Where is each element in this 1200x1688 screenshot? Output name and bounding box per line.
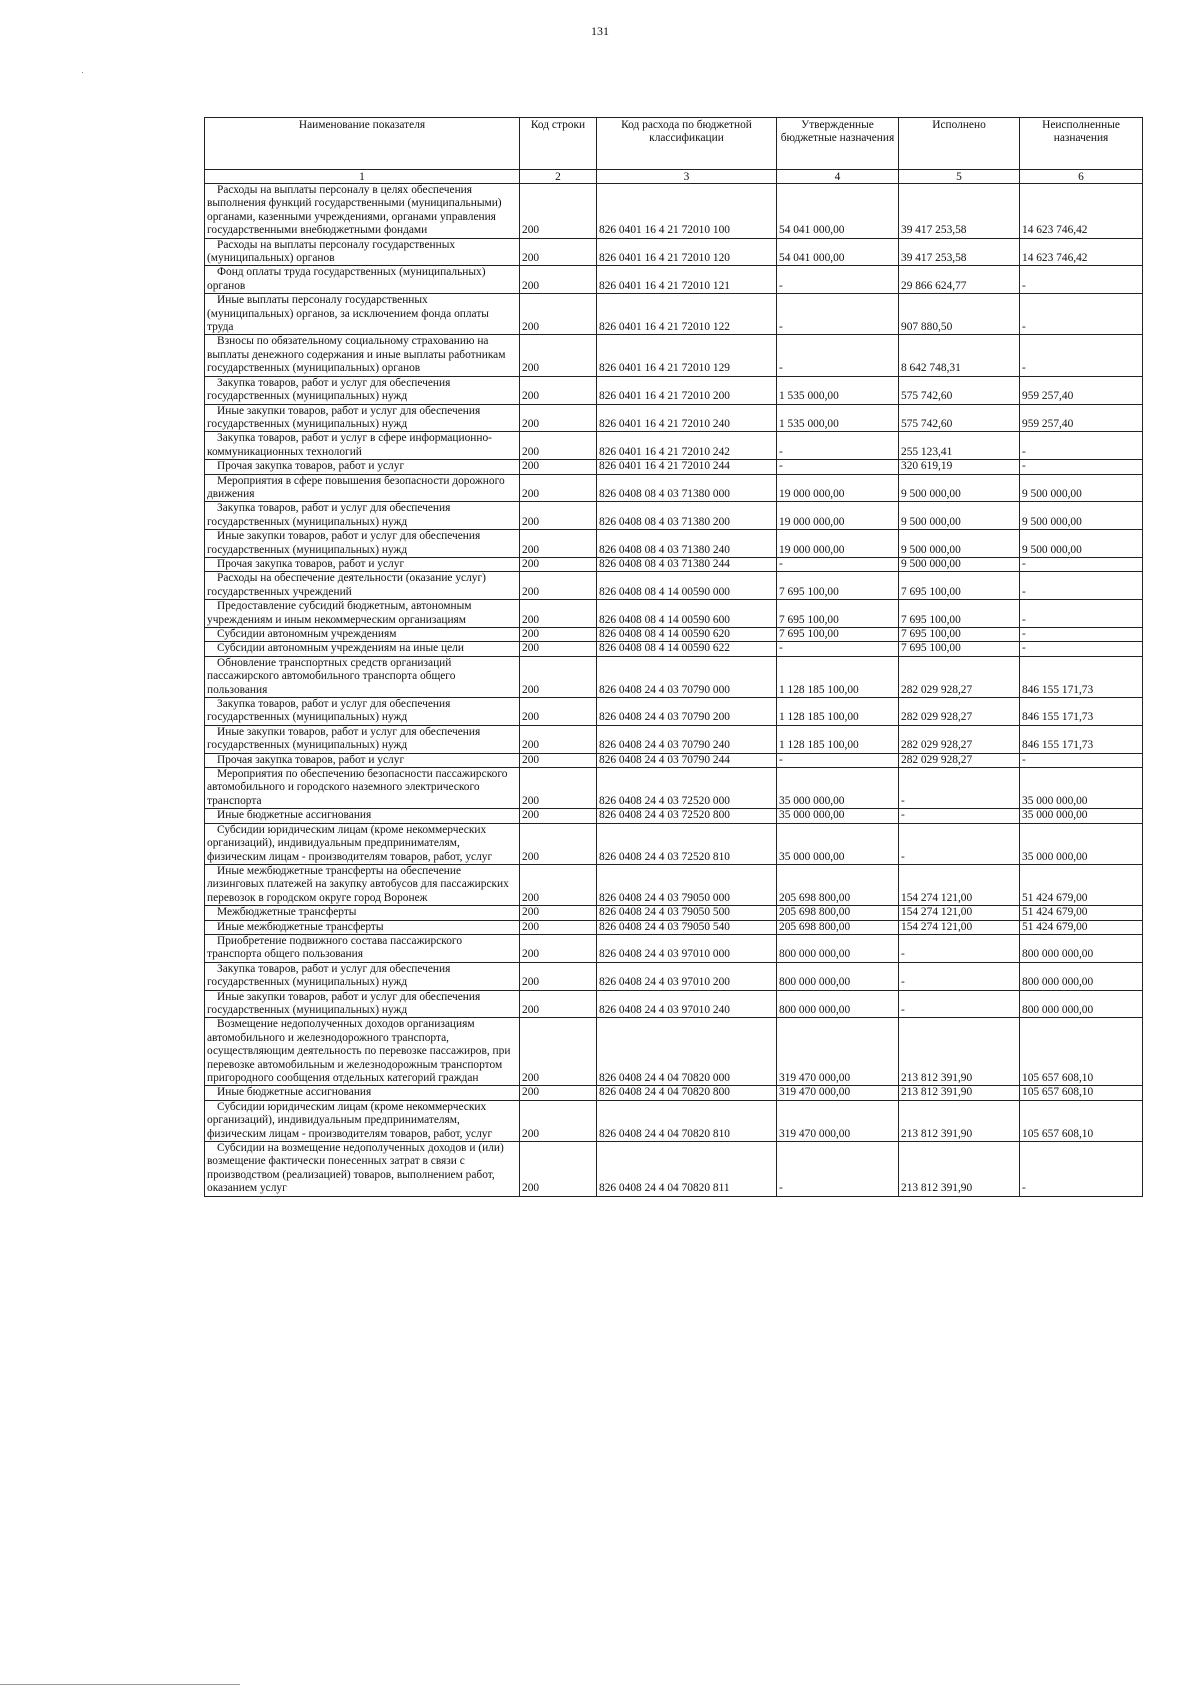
cell-approved: 7 695 100,00: [777, 600, 899, 628]
cell-executed: 7 695 100,00: [899, 572, 1020, 600]
cell-executed: 213 812 391,90: [899, 1086, 1020, 1100]
cell-line-code: 200: [520, 642, 597, 656]
table-row: [205, 906, 1143, 920]
cell-line-code: 200: [520, 628, 597, 642]
cell-unexecuted: 35 000 000,00: [1020, 768, 1143, 809]
cell-line-code: 200: [520, 698, 597, 726]
table-row: [205, 238, 1143, 266]
table-row: [205, 474, 1143, 502]
cell-budget-code: 826 0408 08 4 14 00590 000: [597, 572, 777, 600]
table-body: [205, 184, 1143, 1197]
cell-indicator-name: Субсидии юридическим лицам (кроме некоммерческих организаций), индивидуальным предпринимателям, физическим лицам - производителям товаров, работ, услуг: [205, 1100, 520, 1141]
cell-line-code: 200: [520, 557, 597, 571]
cell-approved: -: [777, 266, 899, 294]
cell-approved: 7 695 100,00: [777, 572, 899, 600]
table-row: [205, 502, 1143, 530]
cell-indicator-name: Прочая закупка товаров, работ и услуг: [205, 557, 520, 571]
cell-budget-code: 826 0408 24 4 03 70790 240: [597, 725, 777, 753]
cell-unexecuted: -: [1020, 600, 1143, 628]
cell-indicator-name: Закупка товаров, работ и услуг в сфере информационно-коммуникационных технологий: [205, 432, 520, 460]
cell-budget-code: 826 0408 08 4 03 71380 240: [597, 530, 777, 558]
cell-line-code: 200: [520, 768, 597, 809]
cell-indicator-name: Прочая закупка товаров, работ и услуг: [205, 460, 520, 474]
table-row: [205, 1100, 1143, 1141]
cell-executed: 575 742,60: [899, 404, 1020, 432]
cell-unexecuted: -: [1020, 1142, 1143, 1197]
cell-unexecuted: 959 257,40: [1020, 404, 1143, 432]
table-row: [205, 404, 1143, 432]
table-row: [205, 656, 1143, 697]
cell-unexecuted: -: [1020, 557, 1143, 571]
cell-unexecuted: -: [1020, 335, 1143, 376]
cell-unexecuted: -: [1020, 572, 1143, 600]
cell-approved: 1 535 000,00: [777, 404, 899, 432]
cell-budget-code: 826 0408 08 4 03 71380 244: [597, 557, 777, 571]
cell-unexecuted: 35 000 000,00: [1020, 809, 1143, 823]
cell-executed: 282 029 928,27: [899, 698, 1020, 726]
cell-indicator-name: Иные выплаты персоналу государственных (муниципальных) органов, за исключением фонда оплаты труда: [205, 294, 520, 335]
cell-approved: 54 041 000,00: [777, 184, 899, 239]
cell-approved: 800 000 000,00: [777, 962, 899, 990]
cell-unexecuted: 959 257,40: [1020, 376, 1143, 404]
cell-budget-code: 826 0408 24 4 03 97010 000: [597, 934, 777, 962]
cell-budget-code: 826 0408 24 4 04 70820 800: [597, 1086, 777, 1100]
cell-executed: 320 619,19: [899, 460, 1020, 474]
table-row: [205, 934, 1143, 962]
table-row: [205, 335, 1143, 376]
cell-approved: 7 695 100,00: [777, 628, 899, 642]
cell-line-code: 200: [520, 530, 597, 558]
cell-budget-code: 826 0408 08 4 03 71380 200: [597, 502, 777, 530]
cell-budget-code: 826 0401 16 4 21 72010 240: [597, 404, 777, 432]
cell-line-code: 200: [520, 962, 597, 990]
table-row: [205, 572, 1143, 600]
cell-budget-code: 826 0408 24 4 03 70790 000: [597, 656, 777, 697]
cell-budget-code: 826 0408 24 4 03 97010 200: [597, 962, 777, 990]
table-row: [205, 864, 1143, 905]
table-row: [205, 920, 1143, 934]
cell-indicator-name: Субсидии юридическим лицам (кроме некоммерческих организаций), индивидуальным предпринимателям, физическим лицам - производителям товаров, работ, услуг: [205, 823, 520, 864]
table-row: [205, 530, 1143, 558]
cell-unexecuted: -: [1020, 628, 1143, 642]
table-row: [205, 990, 1143, 1018]
column-number-row: [205, 170, 1143, 184]
cell-indicator-name: Закупка товаров, работ и услуг для обеспечения государственных (муниципальных) нужд: [205, 698, 520, 726]
cell-indicator-name: Взносы по обязательному социальному страхованию на выплаты денежного содержания и иные выплаты работникам государственных (муниципальных) органов: [205, 335, 520, 376]
cell-executed: 213 812 391,90: [899, 1100, 1020, 1141]
cell-unexecuted: -: [1020, 266, 1143, 294]
cell-line-code: 200: [520, 823, 597, 864]
cell-line-code: 200: [520, 572, 597, 600]
cell-executed: 154 274 121,00: [899, 920, 1020, 934]
table-row: [205, 1018, 1143, 1086]
cell-budget-code: 826 0408 24 4 03 70790 200: [597, 698, 777, 726]
cell-executed: -: [899, 990, 1020, 1018]
cell-indicator-name: Закупка товаров, работ и услуг для обеспечения государственных (муниципальных) нужд: [205, 962, 520, 990]
cell-line-code: 200: [520, 266, 597, 294]
cell-executed: 575 742,60: [899, 376, 1020, 404]
cell-executed: 9 500 000,00: [899, 474, 1020, 502]
column-number: 6: [1020, 170, 1143, 184]
table-row: [205, 823, 1143, 864]
cell-budget-code: 826 0408 08 4 14 00590 600: [597, 600, 777, 628]
cell-executed: 29 866 624,77: [899, 266, 1020, 294]
cell-executed: 9 500 000,00: [899, 557, 1020, 571]
cell-line-code: 200: [520, 1018, 597, 1086]
table-row: [205, 432, 1143, 460]
cell-executed: -: [899, 934, 1020, 962]
cell-indicator-name: Мероприятия в сфере повышения безопасности дорожного движения: [205, 474, 520, 502]
cell-budget-code: 826 0408 24 4 03 97010 240: [597, 990, 777, 1018]
column-number: 5: [899, 170, 1020, 184]
cell-indicator-name: Иные закупки товаров, работ и услуг для обеспечения государственных (муниципальных) нужд: [205, 990, 520, 1018]
cell-line-code: 200: [520, 294, 597, 335]
cell-indicator-name: Приобретение подвижного состава пассажирского транспорта общего пользования: [205, 934, 520, 962]
cell-line-code: 200: [520, 1100, 597, 1141]
cell-approved: 1 128 185 100,00: [777, 656, 899, 697]
cell-unexecuted: 105 657 608,10: [1020, 1086, 1143, 1100]
cell-line-code: 200: [520, 335, 597, 376]
cell-line-code: 200: [520, 906, 597, 920]
table-row: [205, 376, 1143, 404]
cell-unexecuted: 9 500 000,00: [1020, 474, 1143, 502]
table-row: [205, 184, 1143, 239]
cell-approved: -: [777, 294, 899, 335]
cell-budget-code: 826 0401 16 4 21 72010 100: [597, 184, 777, 239]
cell-unexecuted: 846 155 171,73: [1020, 698, 1143, 726]
cell-line-code: 200: [520, 376, 597, 404]
cell-line-code: 200: [520, 184, 597, 239]
cell-budget-code: 826 0401 16 4 21 72010 200: [597, 376, 777, 404]
cell-unexecuted: -: [1020, 642, 1143, 656]
table-row: [205, 768, 1143, 809]
cell-unexecuted: 846 155 171,73: [1020, 656, 1143, 697]
cell-line-code: 200: [520, 656, 597, 697]
table-row: [205, 266, 1143, 294]
cell-executed: 255 123,41: [899, 432, 1020, 460]
table-row: [205, 294, 1143, 335]
cell-budget-code: 826 0401 16 4 21 72010 244: [597, 460, 777, 474]
table-row: [205, 460, 1143, 474]
cell-line-code: 200: [520, 460, 597, 474]
cell-indicator-name: Субсидии автономным учреждениям на иные цели: [205, 642, 520, 656]
cell-budget-code: 826 0408 24 4 03 79050 500: [597, 906, 777, 920]
cell-line-code: 200: [520, 1142, 597, 1197]
table-header: [205, 118, 1143, 184]
cell-approved: -: [777, 432, 899, 460]
cell-approved: 800 000 000,00: [777, 934, 899, 962]
cell-indicator-name: Иные закупки товаров, работ и услуг для обеспечения государственных (муниципальных) нужд: [205, 530, 520, 558]
column-number: 2: [520, 170, 597, 184]
cell-executed: 154 274 121,00: [899, 864, 1020, 905]
cell-approved: 35 000 000,00: [777, 768, 899, 809]
cell-line-code: 200: [520, 1086, 597, 1100]
cell-unexecuted: 35 000 000,00: [1020, 823, 1143, 864]
cell-budget-code: 826 0408 24 4 03 72520 000: [597, 768, 777, 809]
cell-approved: 19 000 000,00: [777, 474, 899, 502]
cell-unexecuted: -: [1020, 753, 1143, 767]
column-number: 4: [777, 170, 899, 184]
cell-indicator-name: Иные закупки товаров, работ и услуг для обеспечения государственных (муниципальных) нужд: [205, 725, 520, 753]
cell-approved: 35 000 000,00: [777, 823, 899, 864]
cell-line-code: 200: [520, 502, 597, 530]
cell-indicator-name: Фонд оплаты труда государственных (муниципальных) органов: [205, 266, 520, 294]
header-indicator-name: Наименование показателя: [205, 118, 520, 170]
cell-unexecuted: 14 623 746,42: [1020, 238, 1143, 266]
cell-approved: 1 535 000,00: [777, 376, 899, 404]
column-number: 3: [597, 170, 777, 184]
header-executed: Исполнено: [899, 118, 1020, 170]
cell-indicator-name: Закупка товаров, работ и услуг для обеспечения государственных (муниципальных) нужд: [205, 502, 520, 530]
cell-indicator-name: Прочая закупка товаров, работ и услуг: [205, 753, 520, 767]
cell-approved: 35 000 000,00: [777, 809, 899, 823]
cell-budget-code: 826 0408 08 4 03 71380 000: [597, 474, 777, 502]
cell-executed: 282 029 928,27: [899, 753, 1020, 767]
cell-budget-code: 826 0408 08 4 14 00590 620: [597, 628, 777, 642]
cell-indicator-name: Мероприятия по обеспечению безопасности пассажирского автомобильного и городского наземного электрического транспорта: [205, 768, 520, 809]
page-number: 131: [591, 24, 609, 38]
cell-budget-code: 826 0401 16 4 21 72010 122: [597, 294, 777, 335]
cell-executed: 282 029 928,27: [899, 656, 1020, 697]
cell-approved: 319 470 000,00: [777, 1018, 899, 1086]
cell-indicator-name: Предоставление субсидий бюджетным, автономным учреждениям и иным некоммерческим организациям: [205, 600, 520, 628]
scan-edge-line: [0, 1684, 240, 1685]
cell-line-code: 200: [520, 600, 597, 628]
cell-line-code: 200: [520, 238, 597, 266]
table-row: [205, 1142, 1143, 1197]
cell-indicator-name: Возмещение недополученных доходов организациям автомобильного и железнодорожного транспорта, осуществляющим деятельность по перевозке пассажиров, при перевозке автомобильным и железнодорожным транспортом пригородного сообщения отдельных категорий граждан: [205, 1018, 520, 1086]
cell-approved: 205 698 800,00: [777, 864, 899, 905]
cell-unexecuted: 51 424 679,00: [1020, 906, 1143, 920]
cell-executed: 7 695 100,00: [899, 628, 1020, 642]
cell-approved: -: [777, 1142, 899, 1197]
cell-line-code: 200: [520, 864, 597, 905]
cell-executed: -: [899, 823, 1020, 864]
table-row: [205, 1086, 1143, 1100]
cell-executed: 39 417 253,58: [899, 238, 1020, 266]
cell-line-code: 200: [520, 725, 597, 753]
table-row: [205, 628, 1143, 642]
cell-indicator-name: Расходы на обеспечение деятельности (оказание услуг) государственных учреждений: [205, 572, 520, 600]
table-row: [205, 753, 1143, 767]
table-row: [205, 962, 1143, 990]
scan-speck: [82, 72, 83, 73]
cell-unexecuted: 105 657 608,10: [1020, 1018, 1143, 1086]
cell-line-code: 200: [520, 404, 597, 432]
cell-approved: 205 698 800,00: [777, 920, 899, 934]
cell-executed: 7 695 100,00: [899, 600, 1020, 628]
cell-approved: 205 698 800,00: [777, 906, 899, 920]
header-budget-code: Код расхода по бюджетной классификации: [597, 118, 777, 170]
cell-approved: -: [777, 557, 899, 571]
cell-budget-code: 826 0408 24 4 04 70820 810: [597, 1100, 777, 1141]
cell-budget-code: 826 0408 08 4 14 00590 622: [597, 642, 777, 656]
cell-line-code: 200: [520, 753, 597, 767]
cell-budget-code: 826 0408 24 4 03 70790 244: [597, 753, 777, 767]
cell-executed: 154 274 121,00: [899, 906, 1020, 920]
header-row: [205, 118, 1143, 170]
header-approved: Утвержденные бюджетные назначения: [777, 118, 899, 170]
cell-indicator-name: Закупка товаров, работ и услуг для обеспечения государственных (муниципальных) нужд: [205, 376, 520, 404]
cell-approved: -: [777, 753, 899, 767]
cell-indicator-name: Расходы на выплаты персоналу государственных (муниципальных) органов: [205, 238, 520, 266]
cell-budget-code: 826 0408 24 4 03 72520 800: [597, 809, 777, 823]
cell-indicator-name: Иные закупки товаров, работ и услуг для обеспечения государственных (муниципальных) нужд: [205, 404, 520, 432]
table-row: [205, 557, 1143, 571]
cell-budget-code: 826 0401 16 4 21 72010 242: [597, 432, 777, 460]
table-row: [205, 725, 1143, 753]
cell-executed: 213 812 391,90: [899, 1142, 1020, 1197]
cell-executed: 39 417 253,58: [899, 184, 1020, 239]
cell-budget-code: 826 0408 24 4 03 72520 810: [597, 823, 777, 864]
table-row: [205, 809, 1143, 823]
cell-approved: 54 041 000,00: [777, 238, 899, 266]
cell-unexecuted: 14 623 746,42: [1020, 184, 1143, 239]
cell-approved: 319 470 000,00: [777, 1100, 899, 1141]
cell-line-code: 200: [520, 934, 597, 962]
cell-executed: -: [899, 962, 1020, 990]
cell-executed: -: [899, 768, 1020, 809]
cell-unexecuted: 9 500 000,00: [1020, 530, 1143, 558]
cell-approved: 1 128 185 100,00: [777, 698, 899, 726]
header-line-code: Код строки: [520, 118, 597, 170]
cell-executed: 213 812 391,90: [899, 1018, 1020, 1086]
cell-approved: -: [777, 335, 899, 376]
table-row: [205, 600, 1143, 628]
cell-approved: -: [777, 642, 899, 656]
cell-budget-code: 826 0401 16 4 21 72010 129: [597, 335, 777, 376]
cell-indicator-name: Расходы на выплаты персоналу в целях обеспечения выполнения функций государственными (муниципальными) органами, казенными учреждениями, органами управления государственными внебюджетными фондами: [205, 184, 520, 239]
cell-budget-code: 826 0408 24 4 03 79050 540: [597, 920, 777, 934]
cell-approved: 19 000 000,00: [777, 530, 899, 558]
cell-line-code: 200: [520, 474, 597, 502]
cell-indicator-name: Иные бюджетные ассигнования: [205, 809, 520, 823]
cell-unexecuted: 800 000 000,00: [1020, 990, 1143, 1018]
budget-execution-table: [204, 117, 1143, 1197]
cell-indicator-name: Иные бюджетные ассигнования: [205, 1086, 520, 1100]
cell-budget-code: 826 0401 16 4 21 72010 120: [597, 238, 777, 266]
cell-approved: 19 000 000,00: [777, 502, 899, 530]
cell-line-code: 200: [520, 432, 597, 460]
cell-approved: 1 128 185 100,00: [777, 725, 899, 753]
cell-unexecuted: 51 424 679,00: [1020, 864, 1143, 905]
cell-indicator-name: Межбюджетные трансферты: [205, 906, 520, 920]
cell-budget-code: 826 0408 24 4 04 70820 000: [597, 1018, 777, 1086]
cell-executed: 282 029 928,27: [899, 725, 1020, 753]
cell-budget-code: 826 0401 16 4 21 72010 121: [597, 266, 777, 294]
cell-indicator-name: Иные межбюджетные трансферты: [205, 920, 520, 934]
header-unexecuted: Неисполненные назначения: [1020, 118, 1143, 170]
cell-indicator-name: Субсидии автономным учреждениям: [205, 628, 520, 642]
cell-line-code: 200: [520, 809, 597, 823]
cell-unexecuted: -: [1020, 294, 1143, 335]
cell-executed: 907 880,50: [899, 294, 1020, 335]
cell-approved: 319 470 000,00: [777, 1086, 899, 1100]
cell-executed: 7 695 100,00: [899, 642, 1020, 656]
cell-indicator-name: Обновление транспортных средств организаций пассажирского автомобильного транспорта общего пользования: [205, 656, 520, 697]
cell-unexecuted: 800 000 000,00: [1020, 962, 1143, 990]
column-number: 1: [205, 170, 520, 184]
cell-unexecuted: 846 155 171,73: [1020, 725, 1143, 753]
cell-budget-code: 826 0408 24 4 03 79050 000: [597, 864, 777, 905]
table-row: [205, 642, 1143, 656]
cell-unexecuted: -: [1020, 460, 1143, 474]
cell-approved: -: [777, 460, 899, 474]
cell-indicator-name: Иные межбюджетные трансферты на обеспечение лизинговых платежей на закупку автобусов для пассажирских перевозок в городском округе город Воронеж: [205, 864, 520, 905]
cell-unexecuted: 800 000 000,00: [1020, 934, 1143, 962]
cell-executed: 9 500 000,00: [899, 502, 1020, 530]
cell-unexecuted: 9 500 000,00: [1020, 502, 1143, 530]
table-row: [205, 698, 1143, 726]
cell-executed: 8 642 748,31: [899, 335, 1020, 376]
cell-unexecuted: -: [1020, 432, 1143, 460]
cell-approved: 800 000 000,00: [777, 990, 899, 1018]
cell-line-code: 200: [520, 920, 597, 934]
cell-line-code: 200: [520, 990, 597, 1018]
cell-indicator-name: Субсидии на возмещение недополученных доходов и (или) возмещение фактически понесенных затрат в связи с производством (реализацией) товаров, выполнением работ, оказанием услуг: [205, 1142, 520, 1197]
cell-executed: 9 500 000,00: [899, 530, 1020, 558]
cell-budget-code: 826 0408 24 4 04 70820 811: [597, 1142, 777, 1197]
cell-unexecuted: 105 657 608,10: [1020, 1100, 1143, 1141]
cell-executed: -: [899, 809, 1020, 823]
cell-unexecuted: 51 424 679,00: [1020, 920, 1143, 934]
